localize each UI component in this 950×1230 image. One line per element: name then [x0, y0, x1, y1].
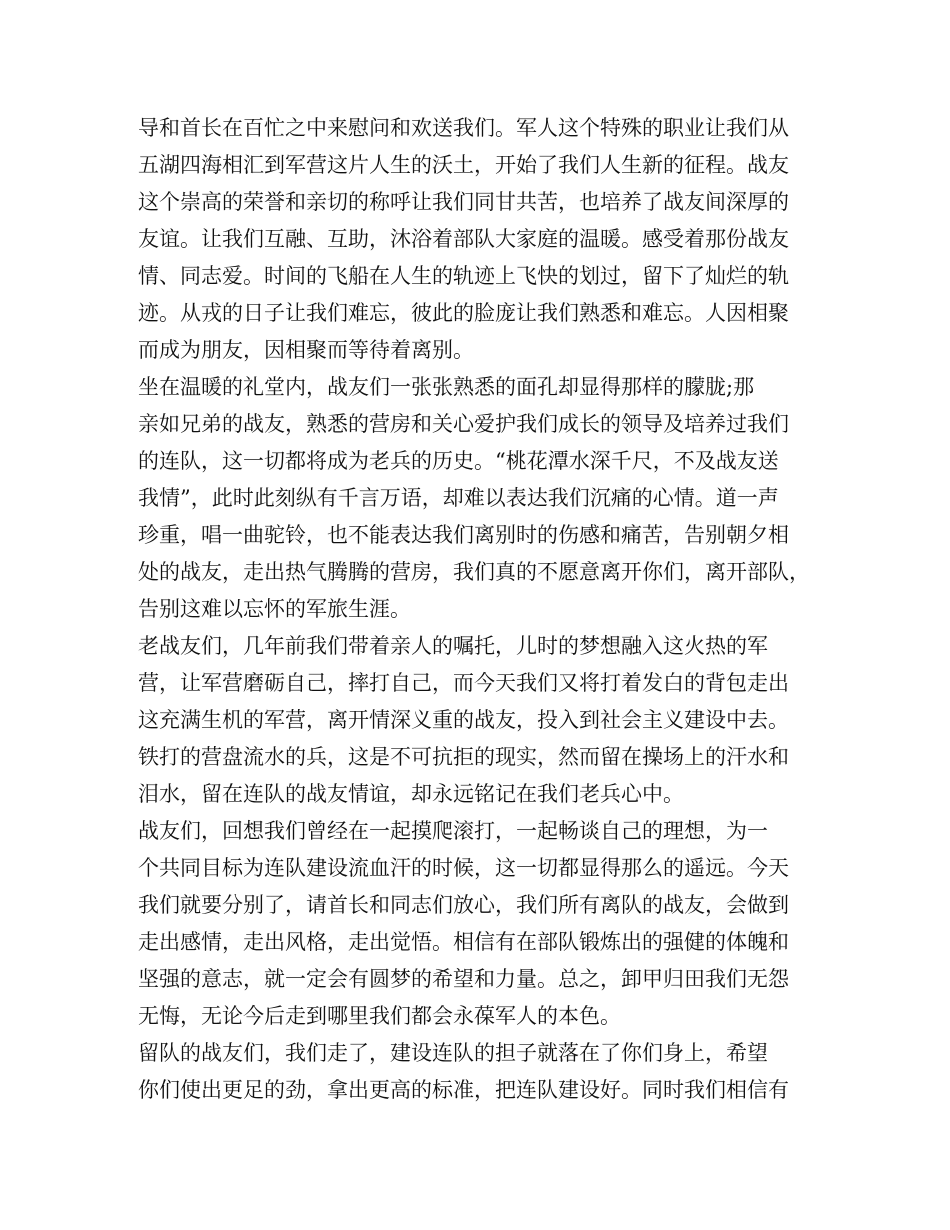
text-line: 友谊。让我们互融、互助，沐浴着部队大家庭的温暖。感受着那份战友 [138, 227, 789, 251]
text-line: 战友们，回想我们曾经在一起摸爬滚打，一起畅谈自己的理想，为一 [138, 819, 768, 843]
text-line: 这个崇高的荣誉和亲切的称呼让我们同甘共苦，也培养了战友间深厚的 [138, 190, 789, 214]
text-line: 而成为朋友，因相聚而等待着离别。 [138, 338, 474, 362]
text-line: 老战友们，几年前我们带着亲人的嘱托，儿时的梦想融入这火热的军 [138, 634, 768, 658]
text-line: 留队的战友们，我们走了，建设连队的担子就落在了你们身上，希望 [138, 1041, 768, 1065]
body-text [138, 110, 822, 1109]
text-line: 这充满生机的军营，离开情深义重的战友，投入到社会主义建设中去。 [138, 708, 789, 732]
text-line: 坐在温暖的礼堂内，战友们一张张熟悉的面孔却显得那样的朦胧;那 [138, 375, 755, 399]
text-line: 告别这难以忘怀的军旅生涯。 [138, 597, 411, 621]
text-line: 亲如兄弟的战友，熟悉的营房和关心爱护我们成长的领导及培养过我们 [138, 412, 789, 436]
text-line: 珍重，唱一曲驼铃，也不能表达我们离别时的伤感和痛苦，告别朝夕相 [138, 523, 789, 547]
text-line: 五湖四海相汇到军营这片人生的沃土，开始了我们人生新的征程。战友 [138, 153, 789, 177]
text-line: 个共同目标为连队建设流血汗的时候，这一切都显得那么的遥远。今天 [138, 856, 789, 880]
text-line: 泪水，留在连队的战友情谊，却永远铭记在我们老兵心中。 [138, 782, 684, 806]
text-line: 的连队，这一切都将成为老兵的历史。“桃花潭水深千尺，不及战友送 [138, 449, 779, 473]
text-line: 铁打的营盘流水的兵，这是不可抗拒的现实，然而留在操场上的汗水和 [138, 745, 789, 769]
text-line: 坚强的意志，就一定会有圆梦的希望和力量。总之，卸甲归田我们无怨 [138, 967, 789, 991]
text-line: 你们使出更足的劲，拿出更高的标准，把连队建设好。同时我们相信有 [138, 1078, 789, 1102]
text-line: 处的战友，走出热气腾腾的营房，我们真的不愿意离开你们，离开部队， [138, 560, 810, 584]
text-line: 营，让军营磨砺自己，摔打自己，而今天我们又将打着发白的背包走出 [138, 671, 789, 695]
text-line: 走出感情，走出风格，走出觉悟。相信有在部队锻炼出的强健的体魄和 [138, 930, 789, 954]
text-line: 我情”，此时此刻纵有千言万语，却难以表达我们沉痛的心情。道一声 [138, 486, 779, 510]
text-line: 无悔，无论今后走到哪里我们都会永葆军人的本色。 [138, 1004, 621, 1028]
text-line: 导和首长在百忙之中来慰问和欢送我们。军人这个特殊的职业让我们从 [138, 116, 789, 140]
text-line: 迹。从戎的日子让我们难忘，彼此的脸庞让我们熟悉和难忘。人因相聚 [138, 301, 789, 325]
text-line: 我们就要分别了，请首长和同志们放心，我们所有离队的战友，会做到 [138, 893, 789, 917]
text-line: 情、同志爱。时间的飞船在人生的轨迹上飞快的划过，留下了灿烂的轨 [138, 264, 789, 288]
